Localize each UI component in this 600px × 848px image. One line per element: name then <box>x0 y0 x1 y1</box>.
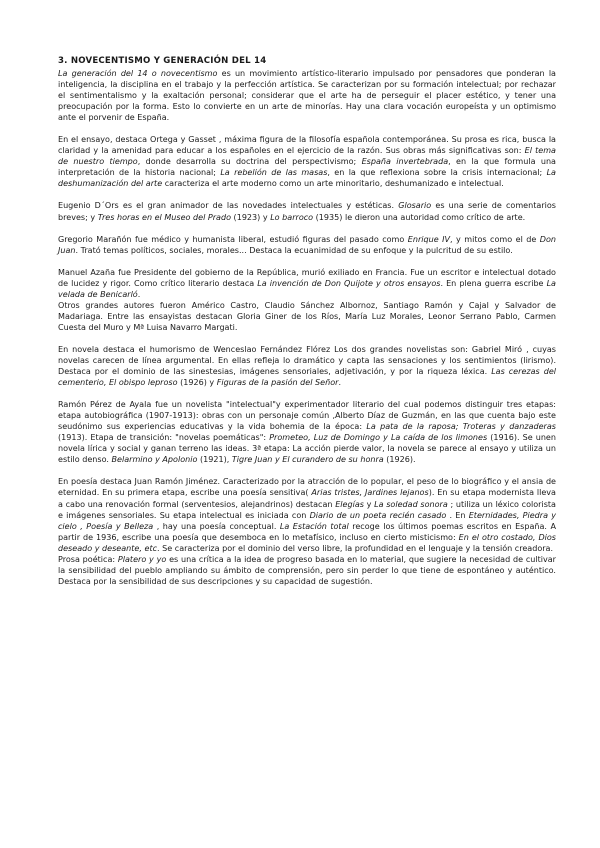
work-title: El tema de nuestro tiempo <box>58 146 556 167</box>
text-run: (1935) le dieron una autoridad como crítico de arte. <box>313 212 526 222</box>
work-title: Tres horas en el Museo del Prado <box>97 212 231 222</box>
text-run: (1921), <box>197 455 232 465</box>
text-run: . En plena guerra escribe <box>440 278 547 288</box>
work-title: Prometeo, Luz de Domingo y La caída de los limones <box>269 433 488 443</box>
paragraph-ortega-y-gasset <box>58 134 556 189</box>
text-run: . En <box>446 510 469 520</box>
text-run: Manuel Azaña fue Presidente del gobierno de la República, murió exiliado en Francia. Fue un escritor e intelectual dotado de lucidez y rigor. Como crítico literario destaca <box>58 267 556 288</box>
text-run: Prosa poética: <box>58 554 118 564</box>
work-title: Lo barroco <box>270 212 314 222</box>
paragraph-novecentismo-intro <box>58 68 556 123</box>
text-run: (1923) y <box>231 212 271 222</box>
work-title: Platero y yo <box>117 554 167 564</box>
paragraph-prosa-poetica <box>58 554 556 587</box>
work-title: La rebelión de las masas <box>220 168 328 178</box>
text-run: y <box>363 499 375 509</box>
work-title: La pata de la raposa; Troteras y danzaderas <box>366 422 556 432</box>
work-title: Arias tristes, Jardines lejanos <box>311 488 429 498</box>
work-title: Don Juan <box>58 234 557 255</box>
text-run: . Trató temas políticos, sociales, morales... Destaca la ecuanimidad de su enfoque y la pulcritud de su estilo. <box>75 245 513 255</box>
text-run: recoge los últimos poemas escritos en España. A partir de 1936, escribe una poesía que desemboca en lo metafísico, incluso en cierto misticismo: <box>58 521 556 542</box>
text-run: En novela destaca el humorismo de Wenceslao Fernández Flórez Los dos grandes novelistas son: Gabriel Miró , cuyas novelas carecen de línea argumental. En ellas refleja lo dramático y capta las sensaciones y los sentimientos (lirismo). Destaca por el dominio de las sinestesias, imágenes sensoriales, adjetivación, y por la riqueza léxica. <box>58 344 556 377</box>
text-run: ). En su etapa modernista lleva a cabo una renovación formal (serventesios, alejandrinos) destacan <box>58 488 556 509</box>
paragraph-otros-autores <box>58 300 556 333</box>
work-title: Glosario <box>398 201 432 211</box>
work-title: La soledad sonora <box>374 499 448 509</box>
text-run: . <box>338 378 341 388</box>
text-run: (1913). Etapa de transición: "novelas poemáticas": <box>58 433 270 443</box>
paragraph-eugenio-dors <box>58 200 556 222</box>
text-run: (1916). Se unen novela lírica y social y ganan terreno las ideas. 3ª etapa: La acción pierde valor, la novela se parece al ensayo y utiliza un estilo denso. <box>58 433 556 465</box>
work-title: Belarmino y Apolonio <box>111 455 198 465</box>
text-run: , en la que formula una interpretación de la historia nacional; <box>58 157 556 178</box>
work-title: Diario de un poeta recién casado <box>309 510 447 520</box>
text-run: , en la que reflexiona sobre la crisis internacional; <box>327 168 547 178</box>
work-title: La deshumanización del arte <box>58 168 556 189</box>
paragraph-novela-miro <box>58 344 556 388</box>
text-run: (1926). <box>383 455 416 465</box>
text-run: Gregorio Marañón fue médico y humanista liberal, estudió figuras del pasado como <box>58 234 408 244</box>
text-run: En poesía destaca Juan Ramón Jiménez. Caracterizado por la atracción de lo popular, el peso de lo biográfico y el ansia de eternidad. En su primera etapa, escribe una poesía sensitiva( <box>58 477 556 498</box>
text-run: ; utiliza un léxico colorista e imágenes sensoriales. Su etapa intelectual es iniciada con <box>58 499 556 520</box>
work-title: La Estación total <box>279 521 349 531</box>
work-title: Eternidades, Piedra y cielo , Poesía y Belleza <box>58 510 556 531</box>
text-run: , donde desarrolla su doctrina del perspectivismo; <box>137 157 362 167</box>
paragraph-juan-ramon-jimenez <box>58 476 556 553</box>
work-title: Las cerezas del cementerio, El obispo leproso <box>58 367 557 388</box>
text-run: En el ensayo, destaca Ortega y Gasset , máxima figura de la filosofía española contemporánea. Su prosa es rica, busca la claridad y la amenidad para educar a los españoles en el ejercicio de la razón. Sus obras más significativas son: <box>58 135 556 156</box>
work-title: La invención de Don Quijote y otros ensayos <box>257 278 441 288</box>
work-title: Figuras de la pasión del Señor <box>216 378 339 388</box>
work-title: España invertebrada <box>361 157 449 167</box>
work-title: Enrique IV <box>407 234 451 244</box>
text-run: Otros grandes autores fueron Américo Castro, Claudio Sánchez Albornoz, Santiago Ramón y Cajal y Salvador de Madariaga. Entre las ensayistas destacan Gloria Giner de los Ríos, María Luz Morales, Leonor Serrano Pablo, Carmen Cuesta del Muro y Mª Luisa Navarro Margati. <box>58 300 556 332</box>
section-heading: 3. NOVECENTISMO Y GENERACIÓN DEL 14 <box>58 56 267 66</box>
text-run: . <box>137 289 141 299</box>
work-title: La velada de Benicarló <box>58 278 556 299</box>
text-run: (1926) y <box>177 378 217 388</box>
text-run: es una crítica a la idea de progreso basada en lo material, que sugiere la necesidad de cultivar la sensibilidad del pueblo ampliando su ámbito de comprensión, pero sin perder lo que tiene de espontáneo y auténtico. Destaca por la sensibilidad de sus descripciones y su capacidad de sugestión. <box>58 554 556 586</box>
text-run: , y mitos como el de <box>450 234 540 244</box>
text-run: Eugenio D´Ors es el gran animador de las novedades intelectuales y estéticas. <box>58 201 399 211</box>
work-title: En el otro costado, Dios deseado y deseante, etc <box>58 532 556 553</box>
text-run: es un movimiento artístico-literario impulsado por pensadores que ponderan la inteligencia, la disciplina en el trabajo y la perfección artística. Se caracterizan por su formación intelectual; por rechazar el sentimentalismo y la exaltación personal; considerar que el arte ha de perseguir el placer estético, y tener una preocupación por la forma. Esto lo convierte en un arte de minorías. Hay una clara vocación europeísta y un optimismo ante el porvenir de España. <box>58 69 556 123</box>
paragraph-manuel-azana <box>58 267 556 300</box>
text-run: es una serie de comentarios breves; y <box>58 201 556 222</box>
text-run: caracteriza el arte moderno como un arte minoritario, deshumanizado e intelectual. <box>162 179 504 189</box>
work-title: Tigre Juan y El curandero de su honra <box>231 455 384 465</box>
work-title: La generación del 14 o novecentismo <box>58 69 218 78</box>
paragraph-perez-de-ayala <box>58 399 556 465</box>
text-run: , hay una poesía conceptual. <box>153 521 280 531</box>
text-run: . Se caracteriza por el dominio del verso libre, la profundidad en el lenguaje y la tensión creadora. <box>157 543 554 553</box>
work-title: Elegías <box>335 499 364 509</box>
paragraph-gregorio-maranon <box>58 234 556 256</box>
text-run: Ramón Pérez de Ayala fue un novelista "intelectual"y experimentador literario del cual podemos distinguir tres etapas: etapa autobiográfica (1907-1913): obras con un personaje común ,Alberto Díaz de Guzmán, en las que cuenta bajo este seudónimo sus experiencias educativas y la vida bohemia de la época: <box>58 400 556 432</box>
